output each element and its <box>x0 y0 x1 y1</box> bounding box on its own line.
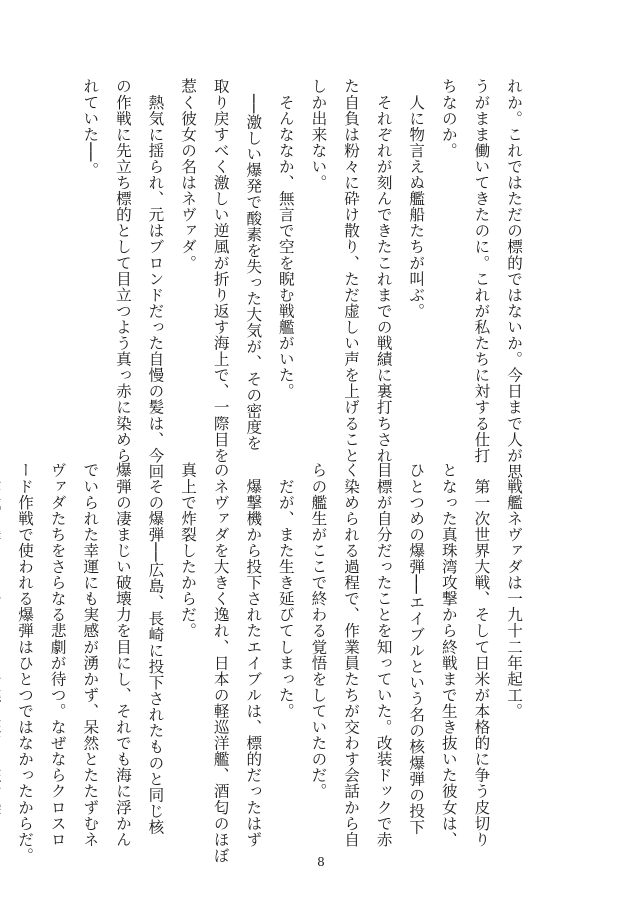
text-column: の作戦に先立ち標的として目立つよう真っ赤に染めら <box>113 78 132 464</box>
text-column: 取り戻すべく激しい逆風が折り返す海上で、一際目を <box>211 78 230 464</box>
text-column: となった真珠湾攻撃から終戦まで生き抜いた彼女は、 <box>439 462 458 848</box>
upper-text-block <box>74 78 530 480</box>
text-column: れか。これではただの標的ではないか。今日まで人が思 <box>505 78 523 480</box>
text-column: しか出来ない。 <box>309 78 328 191</box>
text-column: く染められる過程で、作業員たちが交わす会話から自 <box>342 462 361 848</box>
text-column: た自負は粉々に砕け散り、ただ虚しい声を上げること <box>342 78 361 464</box>
text-column: 爆弾の凄まじい破壊力を目にし、それでも海に浮かん <box>113 462 132 848</box>
text-column: 爆撃機から投下されたエイブルは、標的だったはず <box>244 462 263 848</box>
page-number: 8 <box>317 855 325 869</box>
text-column: 目標が自分だったことを知っていた。改装ドックで赤 <box>374 462 393 848</box>
text-column: ヴァダたちをさらなる悲劇が待つ。なぜならクロスロ <box>48 462 67 848</box>
text-column: うがまま働いてきたのに。これが私たちに対する仕打 <box>472 78 491 464</box>
text-column: その爆弾──広島、長崎に投下されたものと同じ核 <box>146 462 165 835</box>
text-column: でいられた幸運にも実感が湧かず、呆然とたたずむネ <box>81 462 100 848</box>
text-column: 熱気に揺られ、元はブロンドだった自慢の髪は、今回 <box>146 78 165 480</box>
text-column: らの艦生がここで終わる覚悟をしていたのだ。 <box>309 462 328 800</box>
text-column: 惹く彼女の名はネヴァダ。 <box>179 78 198 271</box>
text-column: 戦艦ネヴァダは一九十二年起工。 <box>505 462 523 719</box>
text-column: ちなのか。 <box>439 78 458 159</box>
lower-text-block <box>0 462 530 864</box>
text-column: 第一次世界大戦、そして日米が本格的に争う皮切り <box>472 462 491 848</box>
text-column: だが、また生き延びてしまった。 <box>276 462 295 719</box>
text-column <box>0 462 9 822</box>
text-column: のネヴァダを大きく逸れ、日本の軽巡洋艦、酒匂のほぼ <box>211 462 230 864</box>
text-column: 人に物言えぬ艦船たちが叫ぶ。 <box>407 78 426 319</box>
text-column: ──激しい爆発で酸素を失った大気が、その密度を <box>244 78 263 451</box>
text-column: それぞれが刻んできたこれまでの戦績に裏打ちされ <box>374 78 393 464</box>
text-column: ード作戦で使われる爆弾はひとつではなかったからだ。 <box>16 462 35 864</box>
text-column: れていた──。 <box>81 78 100 178</box>
text-column: そんななか、無言で空を睨む戦艦がいた。 <box>276 78 295 399</box>
text-column: 真上で炸裂したからだ。 <box>179 462 198 639</box>
text-column: ひとつめの爆弾──エイブルという名の核爆弾の投下 <box>407 462 426 835</box>
